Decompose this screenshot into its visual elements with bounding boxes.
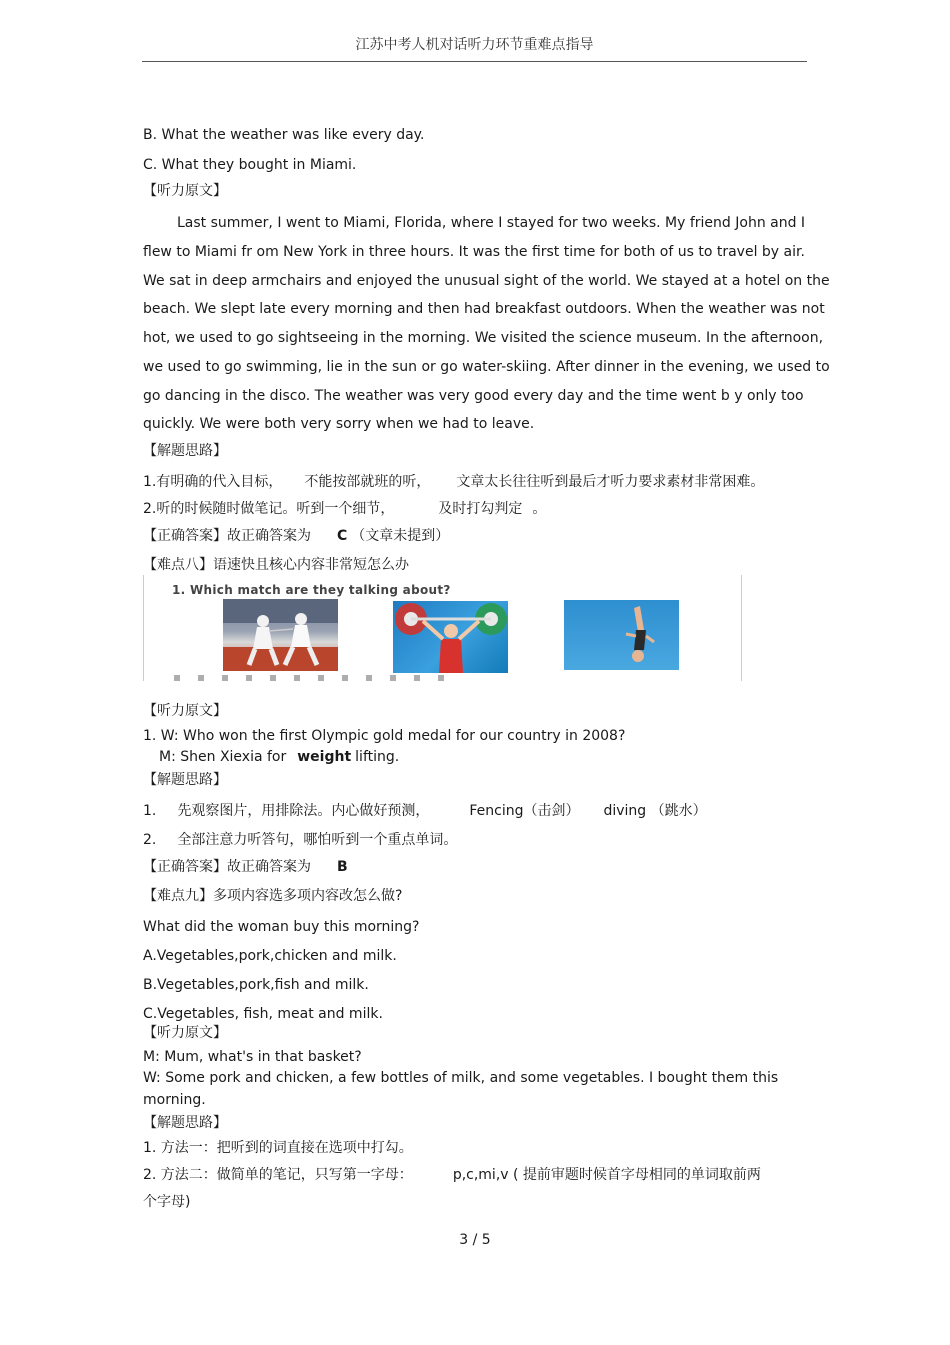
dialog-m-line [159, 748, 399, 766]
tingli-label: 【听力原文】 [143, 183, 227, 199]
tip-line-1: 1. 方法一：把听到的词直接在选项中打勾。 [143, 1140, 413, 1156]
tip-text: p,c,mi,v ( 提前审题时候首字母相同的单词取前两 [452, 1167, 761, 1183]
tip-text: 不能按部就班的听， [304, 474, 431, 490]
page-header-title: 江苏中考人机对话听力环节重难点指导 [355, 37, 594, 53]
answer-value: C [337, 528, 348, 544]
dialog-text: M: Shen Xiexia for [159, 749, 287, 765]
answer-note: （文章未提到） [351, 528, 450, 544]
silu-label: 【解题思路】 [143, 772, 227, 788]
tip-line-2-cont: 个字母) [143, 1194, 191, 1210]
tip-line-2 [143, 831, 457, 849]
passage-line: go dancing in the disco. The weather was very good every day and the time went b y only too [143, 388, 804, 404]
tip-text: 1.有明确的代入目标， [143, 474, 283, 490]
dialog-w-line-cont: morning. [143, 1092, 206, 1108]
passage-line: we used to go swimming, lie in the sun or go water-skiing. After dinner in the evening, we used to [143, 359, 830, 375]
tip-number: 2. [143, 832, 157, 848]
answer-label: 【正确答案】故正确答案为 [143, 528, 311, 544]
diving-photo [564, 600, 679, 670]
silu-label: 【解题思路】 [143, 443, 227, 459]
option-b: B. What the weather was like every day. [143, 127, 425, 143]
dialog-text: lifting. [355, 749, 400, 765]
answer-line [143, 858, 348, 876]
tip-text: Fencing（击剑） [469, 803, 580, 819]
answer-line [143, 527, 449, 545]
passage-line: Last summer, I went to Miami, Florida, where I stayed for two weeks. My friend John and I [177, 215, 806, 231]
tip-text: 及时打勾判定 [438, 501, 523, 517]
tip-text: 全部注意力听答句，哪怕听到一个重点单词。 [177, 832, 458, 848]
tip-line-2 [143, 1166, 761, 1184]
tip-number: 1. [143, 803, 157, 819]
tip-line-2 [143, 500, 546, 518]
tip-line-1 [143, 802, 707, 820]
tip-text: 2. 方法二：做简单的笔记，只写第一字母： [143, 1167, 413, 1183]
tip-text: 2.听的时候随时做笔记。听到一个细节， [143, 501, 395, 517]
answer-value: B [337, 859, 348, 875]
dialog-w-line: W: Some pork and chicken, a few bottles of milk, and some vegetables. I bought them this [143, 1070, 779, 1086]
option-c: C.Vegetables, fish, meat and milk. [143, 1006, 383, 1022]
passage-line: quickly. We were both very sorry when we had to leave. [143, 416, 535, 432]
tip-text: 文章太长往往听到最后才听力要求素材非常困难。 [456, 474, 765, 490]
dialog-m-line: M: Mum, what's in that basket? [143, 1049, 362, 1065]
figure-cropped-text [174, 675, 454, 681]
silu-label: 【解题思路】 [143, 1115, 227, 1131]
tip-line-1 [143, 473, 764, 491]
question-figure [143, 575, 742, 681]
tip-text: 先观察图片，用排除法。内心做好预测， [177, 803, 430, 819]
tingli-label: 【听力原文】 [143, 1025, 227, 1041]
dialog-w-line: 1. W: Who won the first Olympic gold medal for our country in 2008? [143, 728, 626, 744]
option-b: B.Vegetables,pork,fish and milk. [143, 977, 369, 993]
weightlifting-photo [393, 601, 508, 673]
fencing-photo [223, 599, 338, 671]
figure-question: 1. Which match are they talking about? [172, 583, 451, 597]
dialog-keyword: weight [297, 749, 352, 765]
option-a: A.Vegetables,pork,chicken and milk. [143, 948, 397, 964]
section-title-9: 【难点九】多项内容选多项内容改怎么做? [143, 888, 403, 904]
question-text: What did the woman buy this morning? [143, 919, 420, 935]
passage-line: We sat in deep armchairs and enjoyed the unusual sight of the world. We stayed at a hotel on the [143, 273, 830, 289]
tip-text: diving （跳水） [603, 803, 707, 819]
page-number: 3 / 5 [459, 1232, 491, 1248]
answer-label: 【正确答案】故正确答案为 [143, 859, 311, 875]
passage-line: beach. We slept late every morning and then had breakfast outdoors. When the weather was not [143, 301, 825, 317]
section-title-8: 【难点八】语速快且核心内容非常短怎么办 [143, 557, 409, 573]
passage-line: flew to Miami fr om New York in three hours. It was the first time for both of us to travel by air. [143, 244, 805, 260]
passage-line: hot, we used to go sightseeing in the morning. We visited the science museum. In the afternoon, [143, 330, 824, 346]
header-divider [142, 61, 807, 62]
tip-text: 。 [532, 501, 547, 517]
option-c: C. What they bought in Miami. [143, 157, 357, 173]
tingli-label: 【听力原文】 [143, 703, 227, 719]
